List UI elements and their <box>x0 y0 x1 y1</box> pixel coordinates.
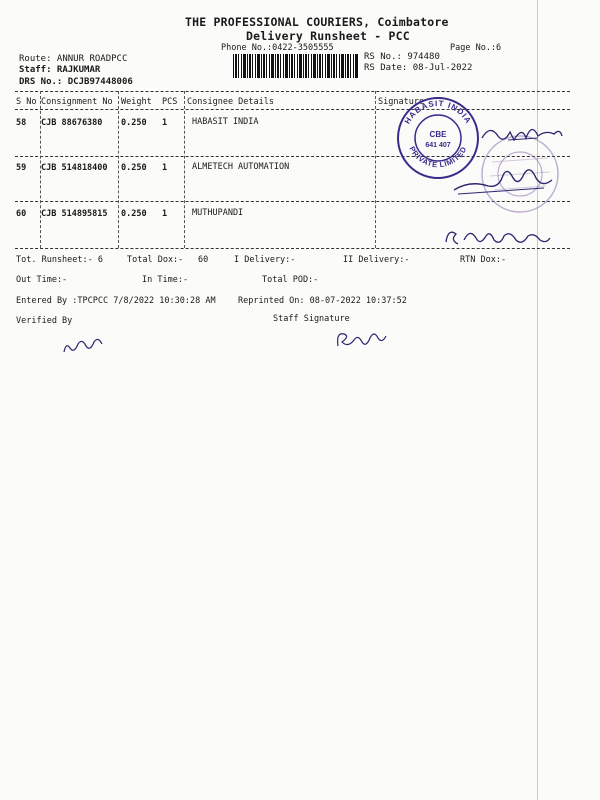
rtn-dox: RTN Dox:- <box>460 255 507 265</box>
header-consignee-details: Consignee Details <box>187 97 274 107</box>
table-row-weight: 0.250 <box>121 118 147 128</box>
stamp-text-bottom: PRIVATE LIMITED <box>407 144 469 170</box>
table-row-pcs: 1 <box>162 209 168 219</box>
total-pod: Total POD:- <box>262 275 319 285</box>
out-time: Out Time:- <box>16 275 68 285</box>
total-dox-label: Total Dox:- <box>127 255 184 265</box>
table-top-border <box>15 91 570 92</box>
verified-by: Verified By <box>16 316 73 326</box>
phone-number: Phone No.:0422-3505555 <box>221 43 334 53</box>
svg-text:HABASIT INDIA <box>403 99 473 126</box>
reprinted-on: Reprinted On: 08-07-2022 10:37:52 <box>238 296 407 306</box>
column-divider <box>184 91 185 248</box>
tot-runsheet: Tot. Runsheet:- 6 <box>16 255 103 265</box>
table-row-weight: 0.250 <box>121 163 147 173</box>
verifier-initials-icon <box>60 334 106 356</box>
runsheet-subtitle: Delivery Runsheet - PCC <box>246 29 410 43</box>
table-row-weight: 0.250 <box>121 209 147 219</box>
table-row-consignment: CJB 514818400 <box>41 163 108 173</box>
table-row-sno: 60 <box>16 209 27 219</box>
header-consignment-no: Consignment No <box>41 97 113 107</box>
table-row-consignee: MUTHUPANDI <box>192 208 244 218</box>
column-divider <box>118 91 119 248</box>
staff: Staff: RAJKUMAR <box>19 65 101 75</box>
table-row-consignment: CJB 514895815 <box>41 209 108 219</box>
table-row-consignee: ALMETECH AUTOMATION <box>192 162 290 172</box>
header-weight: Weight <box>121 97 152 107</box>
rs-number: RS No.: 974480 <box>364 52 440 62</box>
stamp-city: CBE <box>429 130 447 139</box>
header-signature: Signature <box>378 97 425 107</box>
signature-row-59-icon <box>448 158 558 198</box>
header-sno: S No <box>16 97 37 107</box>
drs-number: DRS No.: DCJB97448006 <box>19 77 133 87</box>
table-row-sno: 59 <box>16 163 27 173</box>
total-dox-value: 60 <box>198 255 209 265</box>
table-row-consignee: HABASIT INDIA <box>192 117 259 127</box>
signature-row-58-icon <box>478 118 564 148</box>
table-row-consignment: CJB 88676380 <box>41 118 103 128</box>
stamp-pin: 641 407 <box>425 142 451 149</box>
in-time: In Time:- <box>142 275 189 285</box>
page-number: Page No.:6 <box>450 43 502 53</box>
stamp-text-top: HABASIT INDIA <box>402 98 474 126</box>
table-row-pcs: 1 <box>162 163 168 173</box>
i-delivery: I Delivery:- <box>234 255 296 265</box>
table-header-border <box>15 109 570 110</box>
route: Route: ANNUR ROADPCC <box>19 54 128 64</box>
table-row-pcs: 1 <box>162 118 168 128</box>
staff-signature-label: Staff Signature <box>273 314 350 324</box>
company-title: THE PROFESSIONAL COURIERS, Coimbatore <box>185 15 449 29</box>
entered-by: Entered By :TPCPCC 7/8/2022 10:30:28 AM <box>16 296 216 306</box>
ii-delivery: II Delivery:- <box>343 255 410 265</box>
rs-date: RS Date: 08-Jul-2022 <box>364 63 473 73</box>
barcode <box>233 54 358 78</box>
table-row-sno: 58 <box>16 118 27 128</box>
column-divider <box>375 91 376 248</box>
staff-signature-icon <box>334 326 388 352</box>
header-pcs: PCS <box>162 97 178 107</box>
signature-row-60-icon <box>442 224 554 250</box>
